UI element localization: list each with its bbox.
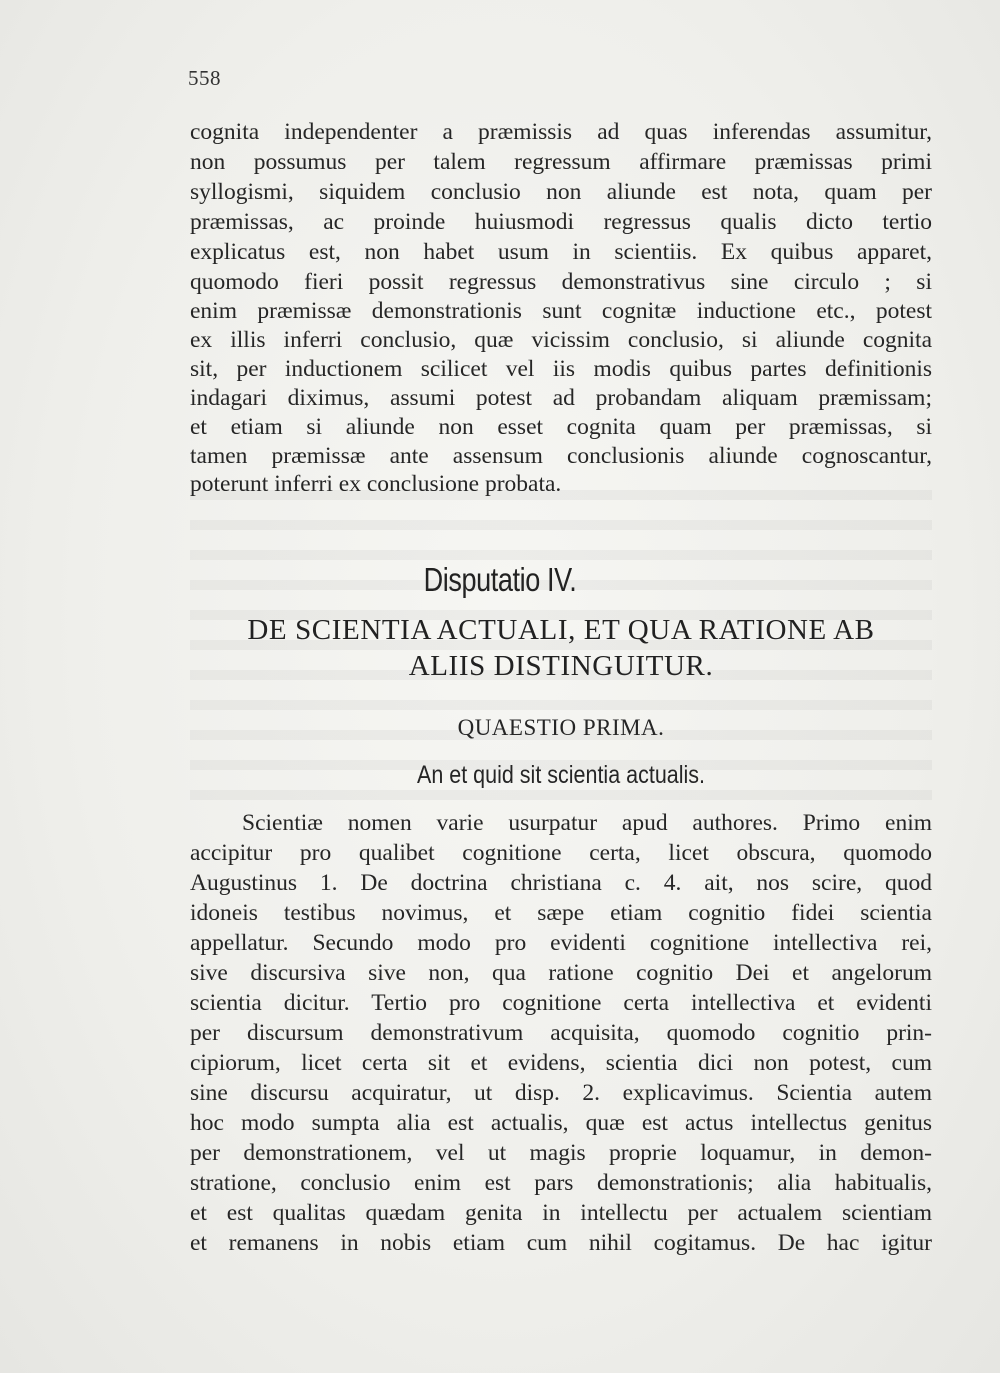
text-line: Augustinus 1. De doctrina christiana c. 4. ait, nos scire, quod <box>190 870 932 896</box>
quaestio-subheading: An et quid sit scientia actualis. <box>416 761 706 789</box>
text-line: accipitur pro qualibet cognitione certa, licet obscura, quomodo <box>190 840 932 866</box>
disputatio-heading: Disputatio IV. <box>423 561 577 598</box>
quaestio-heading: QUAESTIO PRIMA. <box>457 715 665 740</box>
text-line: per demonstrationem, vel ut magis proprie loquamur, in demon- <box>190 1140 932 1166</box>
text-line: enim præmissæ demonstrationis sunt cognitæ inductione etc., potest <box>190 298 932 324</box>
text-line: non possumus per talem regressum affirmare præmissas primi <box>190 149 932 175</box>
text-line: præmissas, ac proinde huiusmodi regressus qualis dicto tertio <box>190 209 932 235</box>
page-number: 558 <box>188 66 221 90</box>
text-line: indagari diximus, assumi potest ad probandam aliquam præmissam; <box>190 385 932 411</box>
text-line: tamen præmissæ ante assensum conclusionis aliunde cognoscantur, <box>190 443 932 469</box>
text-line: idoneis testibus novimus, et sæpe etiam cognitio fidei scientia <box>190 900 932 926</box>
title-line: DE SCIENTIA ACTUALI, ET QUA RATIONE AB <box>247 614 875 646</box>
text-line: hoc modo sumpta alia est actualis, quæ est actus intellectus genitus <box>190 1110 932 1136</box>
text-line: stratione, conclusio enim est pars demonstrationis; alia habitualis, <box>190 1170 932 1196</box>
text-line: cipiorum, licet certa sit et evidens, scientia dici non potest, cum <box>190 1050 932 1076</box>
text-line-last: poterunt inferri ex conclusione probata. <box>190 471 562 497</box>
text-line: appellatur. Secundo modo pro evidenti cognitione intellectiva rei, <box>190 930 932 956</box>
text-line: cognita independenter a præmissis ad quas inferendas assumitur, <box>190 119 932 145</box>
text-line: et etiam si aliunde non esset cognita quam per præmissas, si <box>190 414 932 440</box>
text-line: sine discursu acquiratur, ut disp. 2. explicavimus. Scientia autem <box>190 1080 932 1106</box>
text-line-indented: Scientiæ nomen varie usurpatur apud authores. Primo enim <box>242 810 932 836</box>
text-line: per discursum demonstrativum acquisita, quomodo cognitio prin- <box>190 1020 932 1046</box>
text-line: quomodo fieri possit regressus demonstrativus sine circulo ; si <box>190 269 932 295</box>
text-line: scientia dicitur. Tertio pro cognitione certa intellectiva et evidenti <box>190 990 932 1016</box>
title-line: ALIIS DISTINGUITUR. <box>408 650 714 682</box>
text-line: explicatus est, non habet usum in scientiis. Ex quibus apparet, <box>190 239 932 265</box>
text-line: et est qualitas quædam genita in intellectu per actualem scientiam <box>190 1200 932 1226</box>
text-line: syllogismi, siquidem conclusio non aliunde est nota, quam per <box>190 179 932 205</box>
text-line: sive discursiva sive non, qua ratione cognitio Dei et angelorum <box>190 960 932 986</box>
text-line: et remanens in nobis etiam cum nihil cogitamus. De hac igitur <box>190 1230 932 1256</box>
text-line: ex illis inferri conclusio, quæ vicissim conclusio, si aliunde cognita <box>190 327 932 353</box>
text-line: sit, per inductionem scilicet vel iis modis quibus partes definitionis <box>190 356 932 382</box>
